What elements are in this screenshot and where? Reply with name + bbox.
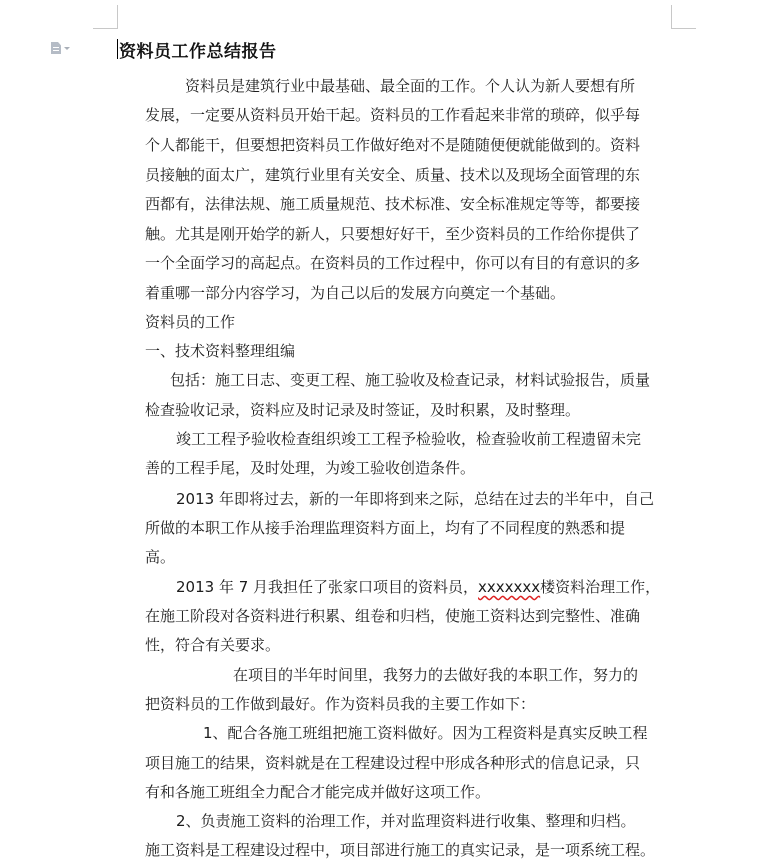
paragraph-line: 着重哪一部分内容学习，为自己以后的发展方向奠定一个基础。 bbox=[145, 284, 566, 302]
paragraph-line: 把资料员的工作做到最好。作为资料员我的主要工作如下： bbox=[145, 695, 536, 713]
paragraph-line: 有和各施工班组全力配合才能完成并做好这项工作。 bbox=[145, 783, 491, 801]
page-corner-mark-top-left-horizontal bbox=[93, 28, 118, 29]
paragraph-line: 在项目的半年时间里，我努力的去做好我的本职工作，努力的 bbox=[233, 666, 639, 684]
paragraph-line bbox=[176, 577, 660, 597]
text-cursor bbox=[117, 39, 118, 59]
page-corner-mark-top-left-vertical bbox=[117, 5, 118, 29]
paragraph-line: 2013 年即将过去，新的一年即将到来之际，总结在过去的半年中，自己 bbox=[176, 490, 654, 508]
paragraph-line: 资料员是建筑行业中最基础、最全面的工作。个人认为新人要想有所 bbox=[185, 77, 636, 95]
paragraph-line: 检查验收记录，资料应及时记录及时签证，及时积累，及时整理。 bbox=[145, 401, 581, 419]
paragraph-line: 所做的本职工作从接手治理监理资料方面上，均有了不同程度的熟悉和提 bbox=[145, 519, 626, 537]
paragraph-line: 竣工工程予验收检查组织竣工工程予检验收，检查验收前工程遗留未完 bbox=[176, 430, 642, 448]
section-heading: 资料员的工作 bbox=[145, 313, 236, 331]
paragraph-line: 施工资料是工程建设过程中，项目部进行施工的真实记录，是一项系统工程。 bbox=[145, 841, 656, 859]
document-page-icon bbox=[51, 42, 61, 54]
spellcheck-redacted-name[interactable]: xxxxxxx bbox=[478, 578, 541, 596]
paragraph-document-icon[interactable] bbox=[51, 41, 75, 55]
paragraph-line: 善的工程手尾，及时处理，为竣工验收创造条件。 bbox=[145, 459, 476, 477]
chevron-down-icon bbox=[64, 47, 70, 50]
section-heading: 一、技术资料整理组编 bbox=[145, 342, 296, 360]
paragraph-line: 发展，一定要从资料员开始干起。资料员的工作看起来非常的琐碎，似乎每 bbox=[145, 106, 641, 124]
paragraph-text: 2013 年 7 月我担任了张家口项目的资料员， bbox=[176, 578, 479, 596]
paragraph-line: 员接触的面太广，建筑行业里有关安全、质量、技术以及现场全面管理的东 bbox=[145, 166, 641, 184]
paragraph-text: 楼资料治理工作， bbox=[540, 578, 661, 596]
paragraph-line: 高。 bbox=[145, 548, 176, 566]
paragraph-line: 一个全面学习的高起点。在资料员的工作过程中，你可以有目的有意识的多 bbox=[145, 254, 641, 272]
page-corner-mark-top-right-horizontal bbox=[671, 28, 696, 29]
paragraph-line: 西都有，法律法规、施工质量规范、技术标准、安全标准规定等等，都要接 bbox=[145, 195, 641, 213]
paragraph-line: 包括：施工日志、变更工程、施工验收及检查记录，材料试验报告，质量 bbox=[170, 371, 651, 389]
paragraph-line: 2、负责施工资料的治理工作，并对监理资料进行收集、整理和归档。 bbox=[176, 812, 636, 830]
document-title[interactable]: 资料员工作总结报告 bbox=[119, 42, 277, 62]
paragraph-line: 1、配合各施工班组把施工资料做好。因为工程资料是真实反映工程 bbox=[203, 724, 648, 742]
paragraph-line: 在施工阶段对各资料进行积累、组卷和归档，使施工资料达到完整性、准确 bbox=[145, 607, 641, 625]
paragraph-line: 性，符合有关要求。 bbox=[145, 636, 281, 654]
paragraph-line: 个人都能干，但要想把资料员工作做好绝对不是随随便便就能做到的。资料 bbox=[145, 136, 641, 154]
paragraph-line: 项目施工的结果，资料就是在工程建设过程中形成各种形式的信息记录，只 bbox=[145, 754, 641, 772]
page-corner-mark-top-right-vertical bbox=[671, 5, 672, 29]
paragraph-line: 触。尤其是刚开始学的新人，只要想好好干，至少资料员的工作给你提供了 bbox=[145, 225, 641, 243]
